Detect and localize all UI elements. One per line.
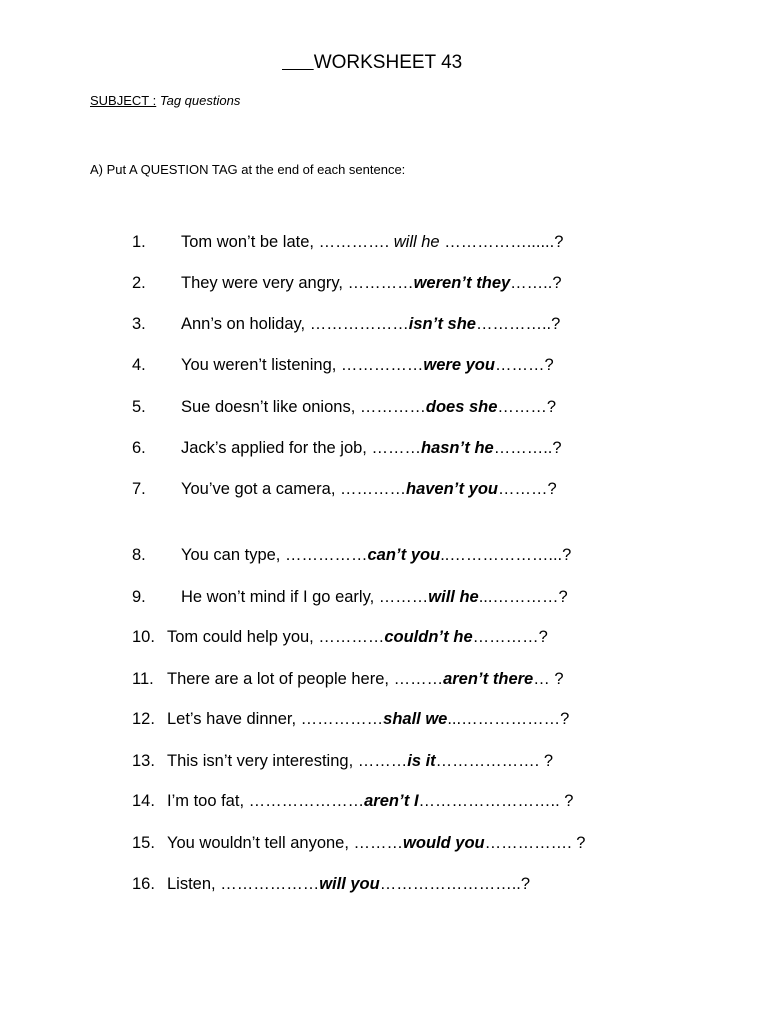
tag-answer: shall we <box>383 710 448 728</box>
blank-dots-before: …………. <box>318 233 394 251</box>
blank-dots-before: ……………… <box>220 875 320 893</box>
sentence-text: They were very angry, <box>181 274 348 292</box>
sentence-text: This isn’t very interesting, <box>167 752 358 770</box>
blank-dots-before: …………… <box>284 546 368 564</box>
blank-dots-after: ……………………..? <box>379 875 531 893</box>
blank-dots-after: …………..? <box>475 315 561 333</box>
sentence-text: You wouldn’t tell anyone, <box>167 834 354 852</box>
question-number: 16. <box>132 875 155 893</box>
tag-answer: isn’t she <box>408 315 476 333</box>
blank-dots-before: ………… <box>340 480 406 498</box>
blank-dots-before: ………………… <box>248 792 365 810</box>
subject-line <box>90 93 240 108</box>
question-sentence <box>181 273 562 293</box>
tag-answer: hasn’t he <box>420 439 494 457</box>
blank-dots-before: …………… <box>300 710 384 728</box>
page-title <box>282 52 462 74</box>
tag-answer: haven’t you <box>406 480 498 498</box>
sentence-text: Tom could help you, <box>167 628 319 646</box>
blank-dots-after: ……………......? <box>439 233 564 251</box>
question-number: 15. <box>132 834 155 852</box>
blank-dots-before: …………… <box>340 356 424 374</box>
question-sentence <box>181 314 560 334</box>
tag-answer: aren’t I <box>364 792 419 810</box>
blank-dots-before: ……… <box>393 670 444 688</box>
blank-dots-after: … ? <box>533 670 564 688</box>
blank-dots-before: ……… <box>371 439 421 457</box>
instruction-text: A) Put A QUESTION TAG at the end of each sentence: <box>90 162 406 177</box>
question-number: 12. <box>132 710 155 728</box>
question-number: 3. <box>132 315 146 333</box>
blank-dots-after: ..………………...? <box>440 546 572 564</box>
blank-dots-before: ………… <box>347 274 414 292</box>
sentence-text: Sue doesn’t like onions, <box>181 398 360 416</box>
blank-dots-before: ……… <box>353 834 404 852</box>
blank-dots-after: ………? <box>497 398 557 416</box>
question-sentence <box>181 587 568 607</box>
sentence-text: Tom won’t be late, <box>181 233 319 251</box>
sentence-text: I’m too fat, <box>167 792 249 810</box>
blank-dots-before: ………… <box>318 628 385 646</box>
blank-dots-after: ………………. ? <box>435 752 554 770</box>
blank-dots-after: ………? <box>497 480 557 498</box>
tag-answer: will you <box>319 875 380 893</box>
question-number: 11. <box>132 670 154 688</box>
question-number: 1. <box>132 233 146 251</box>
sentence-text: Listen, <box>167 875 221 893</box>
question-sentence <box>181 479 557 499</box>
blank-dots-before: ……… <box>378 588 429 606</box>
question-number: 14. <box>132 792 155 810</box>
tag-answer: aren’t there <box>443 670 534 688</box>
question-number: 6. <box>132 439 146 457</box>
question-number: 8. <box>132 546 146 564</box>
tag-answer: weren’t they <box>413 274 511 292</box>
question-sentence <box>181 545 571 565</box>
question-sentence <box>167 874 530 894</box>
question-sentence <box>181 397 556 417</box>
blank-dots-after: …………? <box>472 628 548 646</box>
sentence-text: You can type, <box>181 546 285 564</box>
sentence-text: Jack’s applied for the job, <box>181 439 372 457</box>
tag-answer: couldn’t he <box>384 628 473 646</box>
sentence-text: You’ve got a camera, <box>181 480 340 498</box>
title-underline-pad <box>282 52 314 73</box>
sentence-text: Let’s have dinner, <box>167 710 301 728</box>
blank-dots-before: ………… <box>359 398 426 416</box>
tag-answer: were you <box>423 356 495 374</box>
blank-dots-after: ……..? <box>510 274 562 292</box>
tag-answer: will he <box>428 588 479 606</box>
tag-answer: can’t you <box>367 546 441 564</box>
blank-dots-after: ………..? <box>493 439 562 457</box>
question-number: 2. <box>132 274 146 292</box>
question-sentence <box>167 669 564 689</box>
tag-answer: does she <box>425 398 498 416</box>
blank-dots-before: ……… <box>357 752 408 770</box>
sentence-text: Ann’s on holiday, <box>181 315 310 333</box>
question-sentence <box>167 751 553 771</box>
tag-answer: is it <box>407 752 436 770</box>
question-sentence <box>167 833 585 853</box>
blank-dots-after: …………………….. ? <box>418 792 574 810</box>
question-sentence <box>167 791 573 811</box>
question-sentence <box>167 709 569 729</box>
title-text: WORKSHEET 43 <box>313 52 463 73</box>
blank-dots-before: ……………… <box>309 315 409 333</box>
question-number: 10. <box>132 628 155 646</box>
question-number: 4. <box>132 356 146 374</box>
tag-answer: will he <box>393 233 440 251</box>
sentence-text: There are a lot of people here, <box>167 670 394 688</box>
blank-dots-after: ……………. ? <box>484 834 586 852</box>
question-number: 7. <box>132 480 146 498</box>
question-sentence <box>181 438 562 458</box>
question-sentence <box>167 627 548 647</box>
blank-dots-after: ...………………? <box>447 710 570 728</box>
blank-dots-after: ………? <box>494 356 554 374</box>
sentence-text: You weren’t listening, <box>181 356 341 374</box>
subject-label: SUBJECT : <box>90 93 157 108</box>
subject-value: Tag questions <box>159 93 241 108</box>
blank-dots-after: ...…………? <box>478 588 568 606</box>
question-number: 5. <box>132 398 146 416</box>
sentence-text: He won’t mind if I go early, <box>181 588 379 606</box>
tag-answer: would you <box>403 834 485 852</box>
question-sentence <box>181 355 554 375</box>
question-number: 9. <box>132 588 146 606</box>
question-number: 13. <box>132 752 155 770</box>
question-sentence <box>181 232 563 252</box>
